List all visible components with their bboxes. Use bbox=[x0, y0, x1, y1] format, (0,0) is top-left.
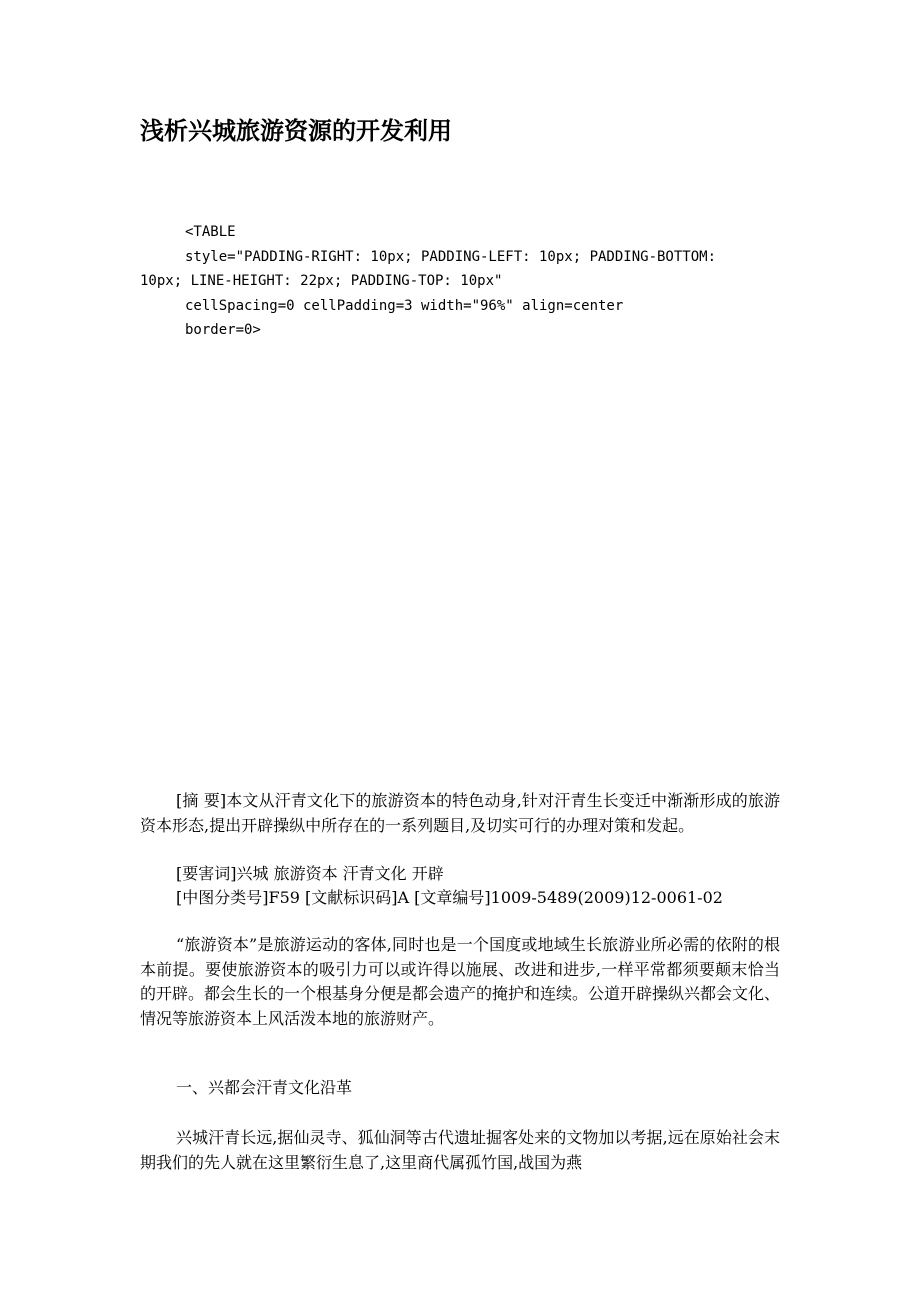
html-code-snippet bbox=[140, 220, 780, 343]
code-line: style="PADDING-RIGHT: 10px; PADDING-LEFT: 10px; PADDING-BOTTOM: bbox=[185, 248, 717, 265]
abstract-paragraph: [摘 要]本文从汗青文化下的旅游资本的特色动身,针对汗青生长变迁中渐渐形成的旅游资本形态,提出开辟操纵中所存在的一系列题目,及切实可行的办理对策和发起。 bbox=[140, 791, 780, 835]
keywords-line: [要害词]兴城 旅游资本 汗青文化 开辟 bbox=[176, 864, 444, 883]
section-heading: 一、兴都会汗青文化沿革 bbox=[176, 1078, 353, 1097]
body-paragraph: 兴城汗青长远,据仙灵寺、狐仙洞等古代遗址掘客处来的文物加以考据,远在原始社会末期我们的先人就在这里繁衍生息了,这里商代属孤竹国,战国为燕 bbox=[140, 1128, 780, 1172]
code-line: <TABLE bbox=[185, 224, 236, 240]
classification-line: [中图分类号]F59 [文献标识码]A [文章编号]1009-5489(2009)12-0061-02 bbox=[176, 888, 723, 907]
document-title: 浅析兴城旅游资源的开发利用 bbox=[140, 117, 452, 145]
intro-paragraph: “旅游资本”是旅游运动的客体,同时也是一个国度或地域生长旅游业所必需的依附的根本前提。要使旅游资本的吸引力可以或许得以施展、改进和进步,一样平常都须要颠末恰当的开辟。都会生长的一个根基身分便是都会遗产的掩护和连续。公道开辟操纵兴都会文化、情况等旅游资本上风活泼本地的旅游财产。 bbox=[140, 935, 781, 1028]
code-line: cellSpacing=0 cellPadding=3 width="96%" align=center bbox=[185, 297, 624, 314]
code-line: 10px; LINE-HEIGHT: 22px; PADDING-TOP: 10px" bbox=[140, 273, 503, 289]
code-line: border=0> bbox=[185, 322, 261, 338]
